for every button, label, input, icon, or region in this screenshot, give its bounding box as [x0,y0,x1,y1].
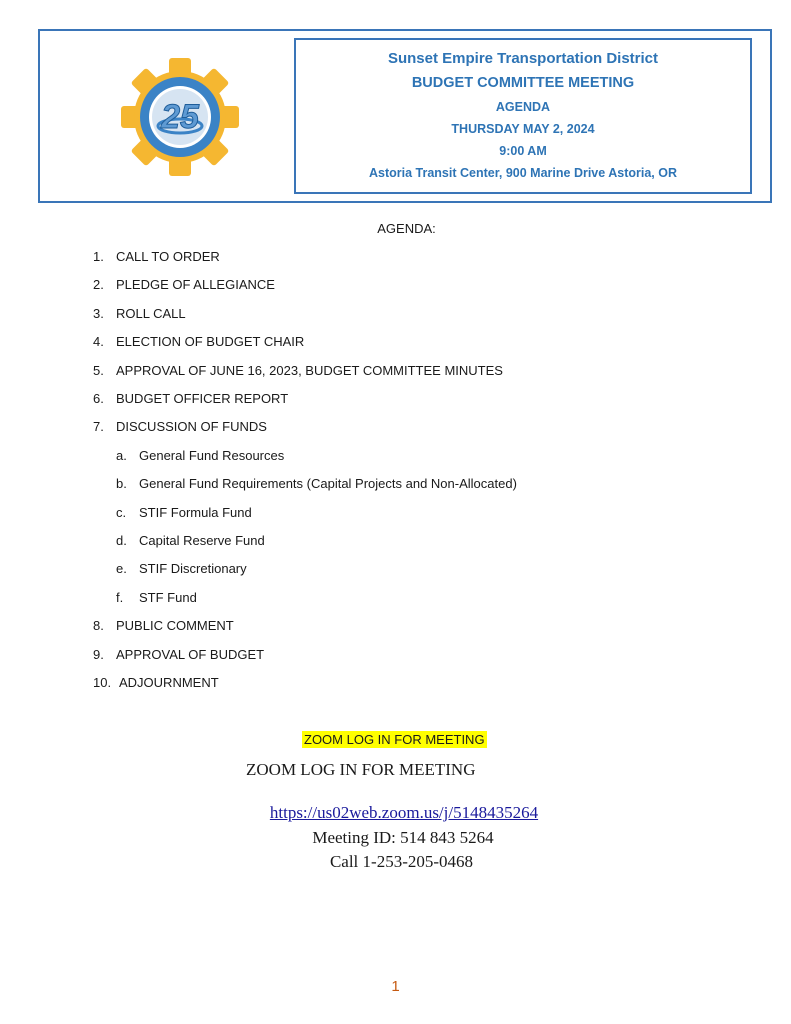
zoom-highlight-label: ZOOM LOG IN FOR MEETING [304,732,485,747]
meeting-location: Astoria Transit Center, 900 Marine Drive Astoria, OR [369,166,677,180]
agenda-item-text: BUDGET OFFICER REPORT [116,391,289,406]
organization-name: Sunset Empire Transportation District [387,50,659,67]
agenda-heading: AGENDA: [377,221,436,236]
agenda-item-number: 5. [93,362,104,378]
agenda-item-number: 9. [93,646,104,662]
document-type: AGENDA [495,100,551,114]
agenda-sub-item-letter: f. [116,589,124,605]
agenda-sub-item-letter: a. [116,447,127,463]
agenda-sub-item-letter: c. [116,504,127,520]
meeting-title: BUDGET COMMITTEE MEETING [411,75,635,91]
agenda-sub-item-letter: b. [116,476,127,492]
agenda-item-text: PUBLIC COMMENT [116,618,234,634]
zoom-title: ZOOM LOG IN FOR MEETING [246,760,476,779]
agenda-item-text: ROLL CALL [116,305,186,321]
agenda-sub-item-text: STIF Discretionary [139,561,247,577]
agenda-item-text: ADJOURNMENT [119,675,219,690]
agenda-item-number: 1. [93,249,104,264]
agenda-sub-item-letter: d. [116,533,127,548]
agenda-item-number: 6. [93,391,104,406]
meeting-time: 9:00 AM [499,144,547,158]
agenda-item-number: 10. [93,675,112,690]
zoom-meeting-link[interactable]: https://us02web.zoom.us/j/5148435264 [269,803,539,822]
agenda-sub-item-text: Capital Reserve Fund [139,533,265,548]
zoom-meeting-id: Meeting ID: 514 843 5264 [312,828,494,847]
agenda-sub-item-letter: e. [116,561,127,577]
agenda-sub-item-text: General Fund Resources [139,447,285,463]
agenda-item-number: 4. [93,334,104,350]
agenda-item-text: APPROVAL OF JUNE 16, 2023, BUDGET COMMITTEE MINUTES [116,362,503,378]
agenda-item-number: 8. [93,618,104,634]
logo-number: 25 [161,98,199,136]
agenda-item-number: 3. [93,305,104,321]
agenda-item-text: CALL TO ORDER [116,249,220,264]
header-title-box [294,38,752,194]
agenda-item-number: 7. [93,419,104,435]
agenda-item-text: DISCUSSION OF FUNDS [116,419,267,435]
agenda-item-number: 2. [93,277,104,293]
district-25th-anniversary-logo-icon [119,56,241,178]
agenda-item-text: PLEDGE OF ALLEGIANCE [116,277,275,293]
agenda-item-text: APPROVAL OF BUDGET [116,646,265,662]
agenda-sub-item-text: STF Fund [139,589,197,605]
agenda-sub-item-text: General Fund Requirements (Capital Projects and Non-Allocated) [139,476,517,492]
page-number: 1 [391,978,400,995]
meeting-date: THURSDAY MAY 2, 2024 [451,122,595,136]
zoom-call-number: Call 1-253-205-0468 [329,852,474,871]
agenda-sub-item-text: STIF Formula Fund [139,504,252,520]
agenda-item-text: ELECTION OF BUDGET CHAIR [116,334,305,350]
